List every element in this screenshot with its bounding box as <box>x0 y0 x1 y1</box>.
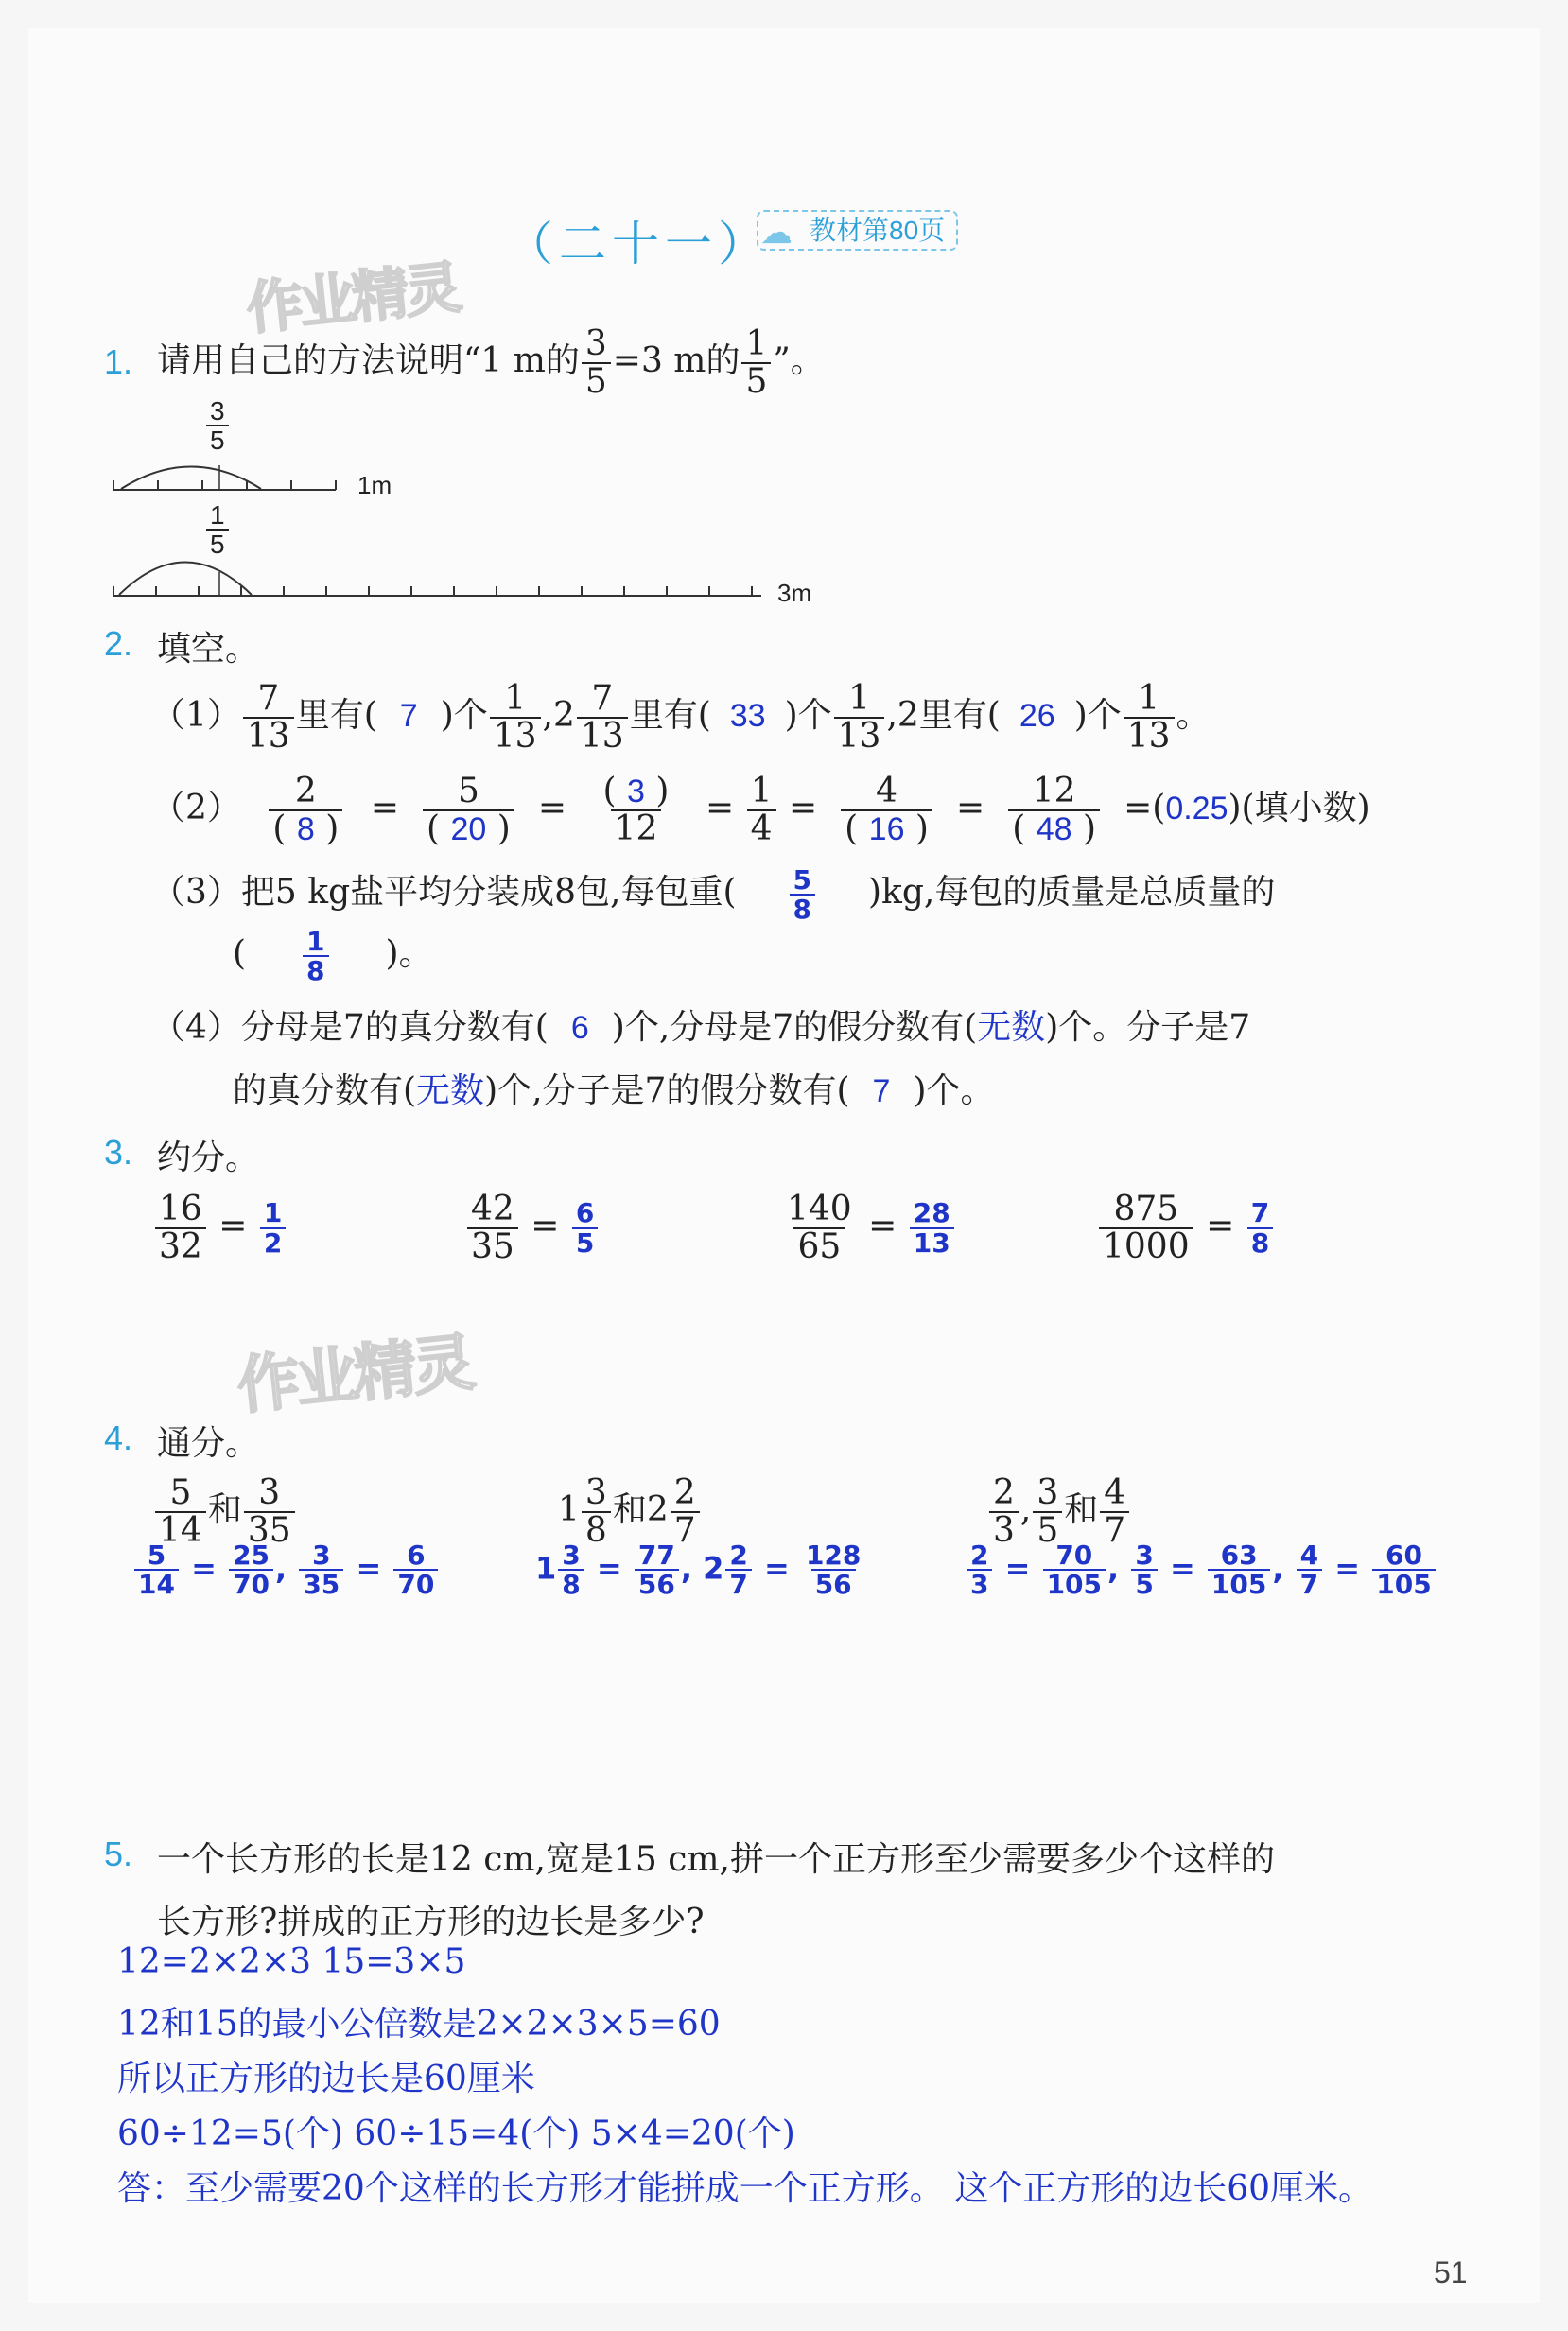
q2-p3-index: （3） <box>151 873 241 912</box>
fig-unit-top: 1m <box>357 471 392 499</box>
q3-item-2-answer: $\frac{6}{5}$ <box>572 1199 598 1257</box>
fig-unit-bottom: 3m <box>777 579 812 607</box>
q4-label: 通分。 <box>157 1424 260 1463</box>
q1-text-a: 请用自己的方法说明“1 m的 <box>157 340 580 380</box>
q1-text-c: ”。 <box>773 340 825 380</box>
q5-answer-line-1: 12=2×2×3 15=3×5 <box>117 1942 466 1981</box>
q1-number: 1. <box>104 342 133 381</box>
q4-group-1-answer: $\frac{5}{14}$ = $\frac{25}{70}$ , $\frac{3}{35}$ = $\frac{6}{70}$ <box>132 1541 440 1599</box>
q4-group-2-answer: 1 $\frac{3}{8}$ = $\frac{77}{56}$ , 2 $\frac{2}{7}$ = $\frac{128}{56}$ <box>535 1540 862 1601</box>
q1-frac2: $\frac{1}{5}$ <box>741 326 771 400</box>
q1-text-b: =3 m的 <box>612 340 740 380</box>
q2-p2-frac3: $\frac{( 3 )}{12}$ <box>602 772 670 848</box>
q5-line-2: 长方形?拼成的正方形的边长是多少? <box>157 1903 705 1941</box>
q2-p1-answer2: 33 <box>729 697 766 734</box>
q2-p3-answer1: $\frac{5}{8}$ <box>790 866 815 924</box>
q2-p2-answer-8: 8 <box>296 810 315 847</box>
q3-item-4-question: $\frac{875}{1000}$ <box>1099 1192 1193 1265</box>
q2-label: 填空。 <box>157 630 260 669</box>
q2-p1-index: （1） <box>151 695 241 735</box>
q1-text <box>157 326 825 400</box>
q2-p1-frac2: $\frac{1}{13}$ <box>490 681 541 755</box>
q3-item-3-answer: $\frac{28}{13}$ <box>910 1199 954 1257</box>
q2-p2-answer-3: 3 <box>627 774 645 809</box>
q5-answer-line-5: 答：至少需要20个这样的长方形才能拼成一个正方形。 这个正方形的边长60厘米。 <box>117 2169 1373 2208</box>
q2-number: 2. <box>104 624 133 663</box>
q5-line-1: 一个长方形的长是12 cm,宽是15 cm,拼一个正方形至少需要多少个这样的 <box>157 1840 1275 1879</box>
q2-p4-answer4: 7 <box>872 1073 891 1109</box>
fig-label-bottom: $\frac{1}{5}$ <box>206 501 229 559</box>
q2-part4-line1: （4）分母是7的真分数有( 6 )个,分母是7的假分数有(无数)个。分子是7 <box>151 1008 1251 1047</box>
q2-p1-frac5: $\frac{1}{13}$ <box>1124 681 1175 755</box>
q2-p2-frac5: $\frac{4}{( 16 )}$ <box>830 774 944 847</box>
q2-p1-answer1: 7 <box>399 697 418 734</box>
q4-number: 4. <box>104 1418 133 1457</box>
q4-group-3-answer: $\frac{2}{3}$ = $\frac{70}{105}$ , $\frac{3}{5}$ = $\frac{63}{105}$ , $\frac{4}{7}$ = $\frac{60}{105}$ <box>965 1541 1437 1599</box>
q2-p1-frac1: $\frac{7}{13}$ <box>243 681 294 755</box>
q5-answer-line-3: 所以正方形的边长是60厘米 <box>117 2060 535 2098</box>
q3-item-1: $\frac{16}{32}$ = $\frac{1}{2}$ <box>153 1192 287 1265</box>
q3-item-2: $\frac{42}{35}$ = $\frac{6}{5}$ <box>465 1192 600 1265</box>
q2-p1-answer3: 26 <box>1019 697 1055 734</box>
q5-number: 5. <box>104 1835 133 1873</box>
q2-p2-answer-16: 16 <box>868 810 905 847</box>
q3-item-4: $\frac{875}{1000}$ = $\frac{7}{8}$ <box>1097 1192 1275 1265</box>
q4-group-1-question: $\frac{5}{14}$ 和 $\frac{3}{35}$ <box>153 1475 297 1549</box>
q2-part4-line2: 的真分数有(无数)个,分子是7的假分数有( 7 )个。 <box>233 1071 995 1110</box>
q2-p4-answer1: 6 <box>570 1010 589 1046</box>
fig-label-top: $\frac{3}{5}$ <box>206 397 229 455</box>
q2-p1-frac4: $\frac{1}{13}$ <box>834 681 885 755</box>
badge-label: 教材第80页 <box>757 210 958 251</box>
q3-label: 约分。 <box>157 1139 260 1177</box>
q2-p2-frac6: $\frac{12}{( 48 )}$ <box>998 774 1111 847</box>
q2-p2-frac4: $\frac{1}{4}$ <box>747 774 776 847</box>
q2-p4-answer2: 无数 <box>977 1008 1046 1047</box>
section-title: （二十一） <box>506 217 771 270</box>
page-number: 51 <box>1434 2255 1468 2289</box>
q2-p4-answer3: 无数 <box>416 1071 485 1110</box>
q3-number: 3. <box>104 1133 133 1172</box>
q2-p2-frac2: $\frac{5}{( 20 )}$ <box>411 774 525 847</box>
q2-p2-frac1: $\frac{2}{( 8 )}$ <box>253 774 357 847</box>
q3-item-1-answer: $\frac{1}{2}$ <box>260 1199 286 1257</box>
q2-p4-index: （4） <box>151 1008 241 1047</box>
q2-p3-answer2: $\frac{1}{8}$ <box>303 928 328 985</box>
q2-part2: （2） $\frac{2}{( 8 )}$ = $\frac{5}{( 20 )}$ = $\frac{( 3 )}{12}$ = $\frac{1}{4}$ = $\frac{4}{( 16 )}$ = $\frac{12}{( 48 )}$ =(0.25)(填小数) <box>151 772 1370 848</box>
q2-p2-index: （2） <box>151 788 241 827</box>
textbook-page-badge <box>757 210 958 252</box>
q3-item-1-question: $\frac{16}{32}$ <box>155 1192 206 1265</box>
q2-part1: （1） $\frac{7}{13}$ 里有( 7 )个 $\frac{1}{13}$ ,2 $\frac{7}{13}$ 里有( 33 )个 $\frac{1}{13}$ ,2里有( 26 )个 $\frac{1}{13}$ 。 <box>151 679 1211 756</box>
q3-item-4-answer: $\frac{7}{8}$ <box>1247 1199 1273 1257</box>
q2-p2-answer-20: 20 <box>450 810 487 847</box>
cloud-icon: ☁ <box>760 214 793 252</box>
q2-part3-line1: （3）把5 kg盐平均分装成8包,每包重( $\frac{5}{8}$ )kg,每包的质量是总质量的 <box>151 863 1276 925</box>
q2-p2-answer-48: 48 <box>1036 810 1072 847</box>
watermark-middle: 作业精灵 <box>234 1326 475 1423</box>
q3-item-3: $\frac{140}{65}$ = $\frac{28}{13}$ <box>781 1192 956 1265</box>
q3-item-2-question: $\frac{42}{35}$ <box>467 1192 518 1265</box>
q3-item-3-question: $\frac{140}{65}$ <box>787 1190 852 1266</box>
q2-p1-frac3: $\frac{7}{13}$ <box>577 681 628 755</box>
watermark-top: 作业精灵 <box>243 254 462 343</box>
q2-p2-answer-decimal: 0.25 <box>1165 790 1228 826</box>
q5-answer-line-2: 12和15的最小公倍数是2×2×3×5=60 <box>117 2005 721 2044</box>
q4-group-3-question: $\frac{2}{3}$ , $\frac{3}{5}$ 和 $\frac{4}{7}$ <box>987 1475 1131 1549</box>
q2-part3-line2: ( $\frac{1}{8}$ )。 <box>233 925 433 986</box>
q5-answer-line-4: 60÷12=5(个) 60÷15=4(个) 5×4=20(个) <box>117 2114 795 2153</box>
q4-group-2-question: 1 $\frac{3}{8}$ 和2 $\frac{2}{7}$ <box>558 1475 702 1549</box>
q1-frac1: $\frac{3}{5}$ <box>582 326 611 400</box>
